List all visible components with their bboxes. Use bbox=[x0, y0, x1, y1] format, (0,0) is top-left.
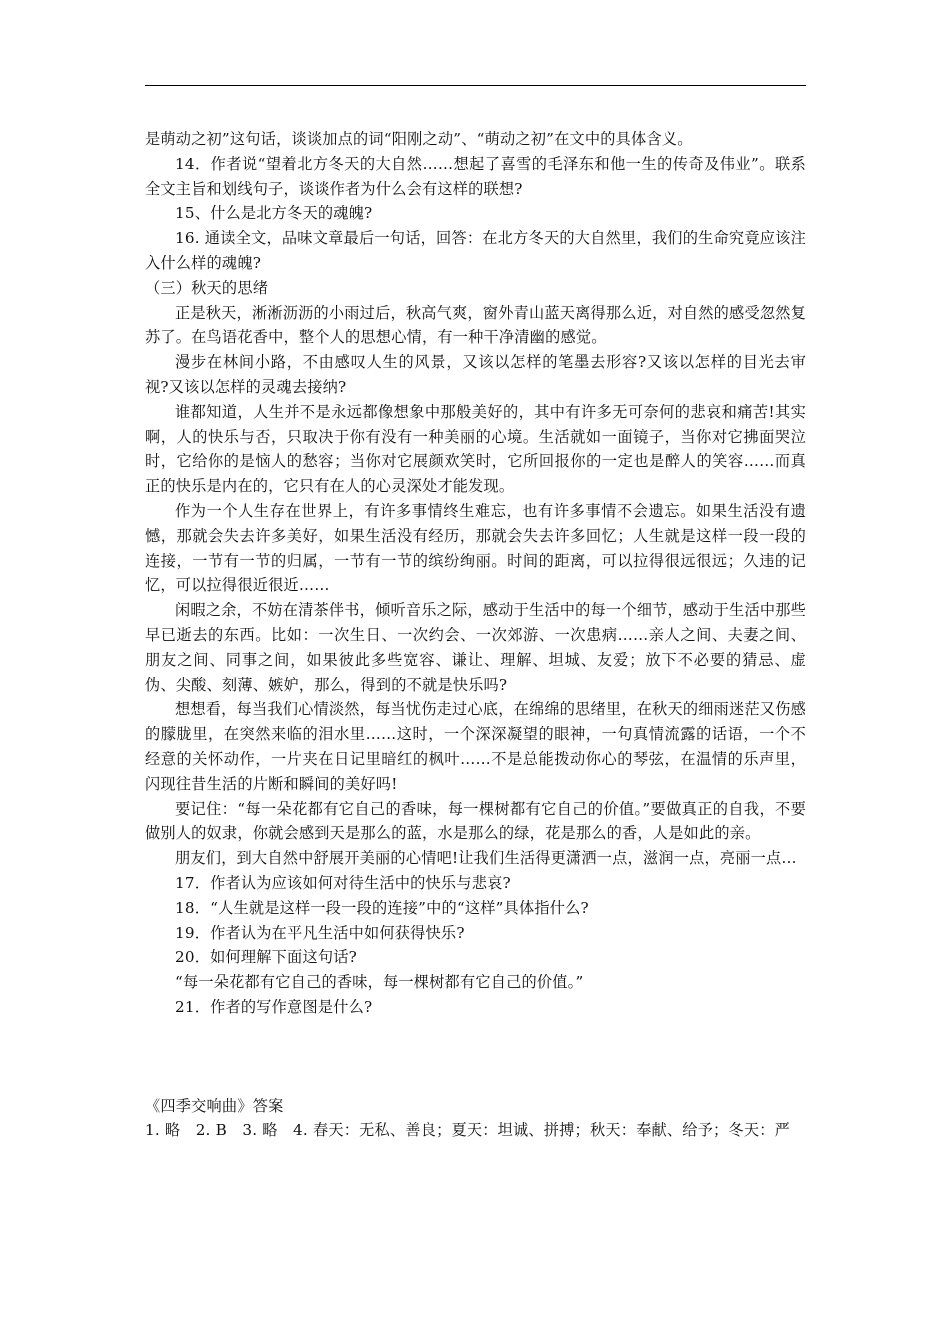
passage-paragraph-8: 朋友们，到大自然中舒展开美丽的心情吧!让我们生活得更潇洒一点，滋润一点，亮丽一点… bbox=[175, 849, 797, 868]
document-body bbox=[145, 127, 806, 1143]
question-19: 19．作者认为在平凡生活中如何获得快乐? bbox=[175, 923, 465, 942]
question-15: 15、什么是北方冬天的魂魄? bbox=[175, 204, 373, 223]
question-18: 18．“人生就是这样一段一段的连接”中的“这样”具体指什么? bbox=[175, 898, 589, 917]
question-21: 21．作者的写作意图是什么? bbox=[175, 997, 373, 1016]
header-rule bbox=[145, 85, 806, 86]
question-20: 20．如何理解下面这句话? bbox=[175, 948, 357, 967]
passage-paragraph-7: 要记住：“每一朵花都有它自己的香味，每一棵树都有它自己的价值。”要做真正的自我，不要做别人的奴隶，你就会感到天是那么的蓝，水是那么的绿，花是那么的香，人是如此的亲。 bbox=[145, 799, 806, 843]
answer-title: 《四季交响曲》答案 bbox=[145, 1096, 284, 1115]
continued-paragraph: 是萌动之初”这句话，谈谈加点的词“阳刚之动”、“萌动之初”在文中的具体含义。 bbox=[145, 130, 693, 148]
passage-paragraph-1: 正是秋天，淅淅沥沥的小雨过后，秋高气爽，窗外青山蓝天离得那么近，对自然的感受忽然复苏了。在鸟语花香中，整个人的思想心情，有一种干净清幽的感觉。 bbox=[145, 303, 806, 347]
question-16: 16. 通读全文，品味文章最后一句话，回答：在北方冬天的大自然里，我们的生命究竟应该注入什么样的魂魄? bbox=[145, 229, 806, 272]
blank-space bbox=[145, 1020, 806, 1094]
question-14: 14．作者说“望着北方冬天的大自然……想起了喜雪的毛泽东和他一生的传奇及伟业”。联系全文主旨和划线句子，谈谈作者为什么会有这样的联想? bbox=[145, 154, 806, 198]
question-17: 17．作者认为应该如何对待生活中的快乐与悲哀? bbox=[175, 873, 511, 892]
passage-paragraph-4: 作为一个人生存在世界上，有许多事情终生难忘，也有许多事情不会遗忘。如果生活没有遗憾，那就会失去许多美好，如果生活没有经历，那就会失去许多回忆；人生就是这样一段一段的连接，一节有一节的归属，一节有一节的缤纷绚丽。时间的距离，可以拉得很远很远；久违的记忆，可以拉得很近很近…… bbox=[145, 501, 806, 595]
answer-line: 1. 略 2. B 3. 略 4. 春天：无私、善良；夏天：坦诚、拼搏；秋天：奉献、给予；冬天：严 bbox=[145, 1121, 790, 1140]
section-title: （三）秋天的思绪 bbox=[145, 278, 269, 297]
passage-paragraph-3: 谁都知道，人生并不是永远都像想象中那般美好的，其中有许多无可奈何的悲哀和痛苦!其实啊，人的快乐与否，只取决于你有没有一种美丽的心境。生活就如一面镜子，当你对它拂面哭泣时，它给你的是恼人的愁容；当你对它展颜欢笑时，它所回报你的一定也是醉人的笑容……而真正的快乐是内在的，它只有在人的心灵深处才能发现。 bbox=[145, 402, 806, 496]
passage-paragraph-6: 想想看，每当我们心情淡然，每当忧伤走过心底，在绵绵的思绪里，在秋天的细雨迷茫又伤感的朦胧里，在突然来临的泪水里……这时，一个深深凝望的眼神，一句真情流露的话语，一个不经意的关怀动作，一片夹在日记里暗红的枫叶……不是总能拨动你心的琴弦，在温情的乐声里，闪现往昔生活的片断和瞬间的美好吗! bbox=[145, 700, 806, 793]
passage-paragraph-2: 漫步在林间小路，不由感叹人生的风景，又该以怎样的笔墨去形容?又该以怎样的目光去审视?又该以怎样的灵魂去接纳? bbox=[145, 353, 806, 396]
passage-paragraph-5: 闲暇之余，不妨在清茶伴书，倾听音乐之际，感动于生活中的每一个细节，感动于生活中那些早已逝去的东西。比如：一次生日、一次约会、一次郊游、一次患病……亲人之间、夫妻之间、朋友之间、同事之间，如果彼此多些宽容、谦让、理解、坦城、友爱；放下不必要的猜忌、虚伪、尖酸、刻薄、嫉妒，那么，得到的不就是快乐吗? bbox=[145, 601, 806, 694]
question-20-quote: “每一朵花都有它自己的香味，每一棵树都有它自己的价值。” bbox=[175, 973, 584, 992]
